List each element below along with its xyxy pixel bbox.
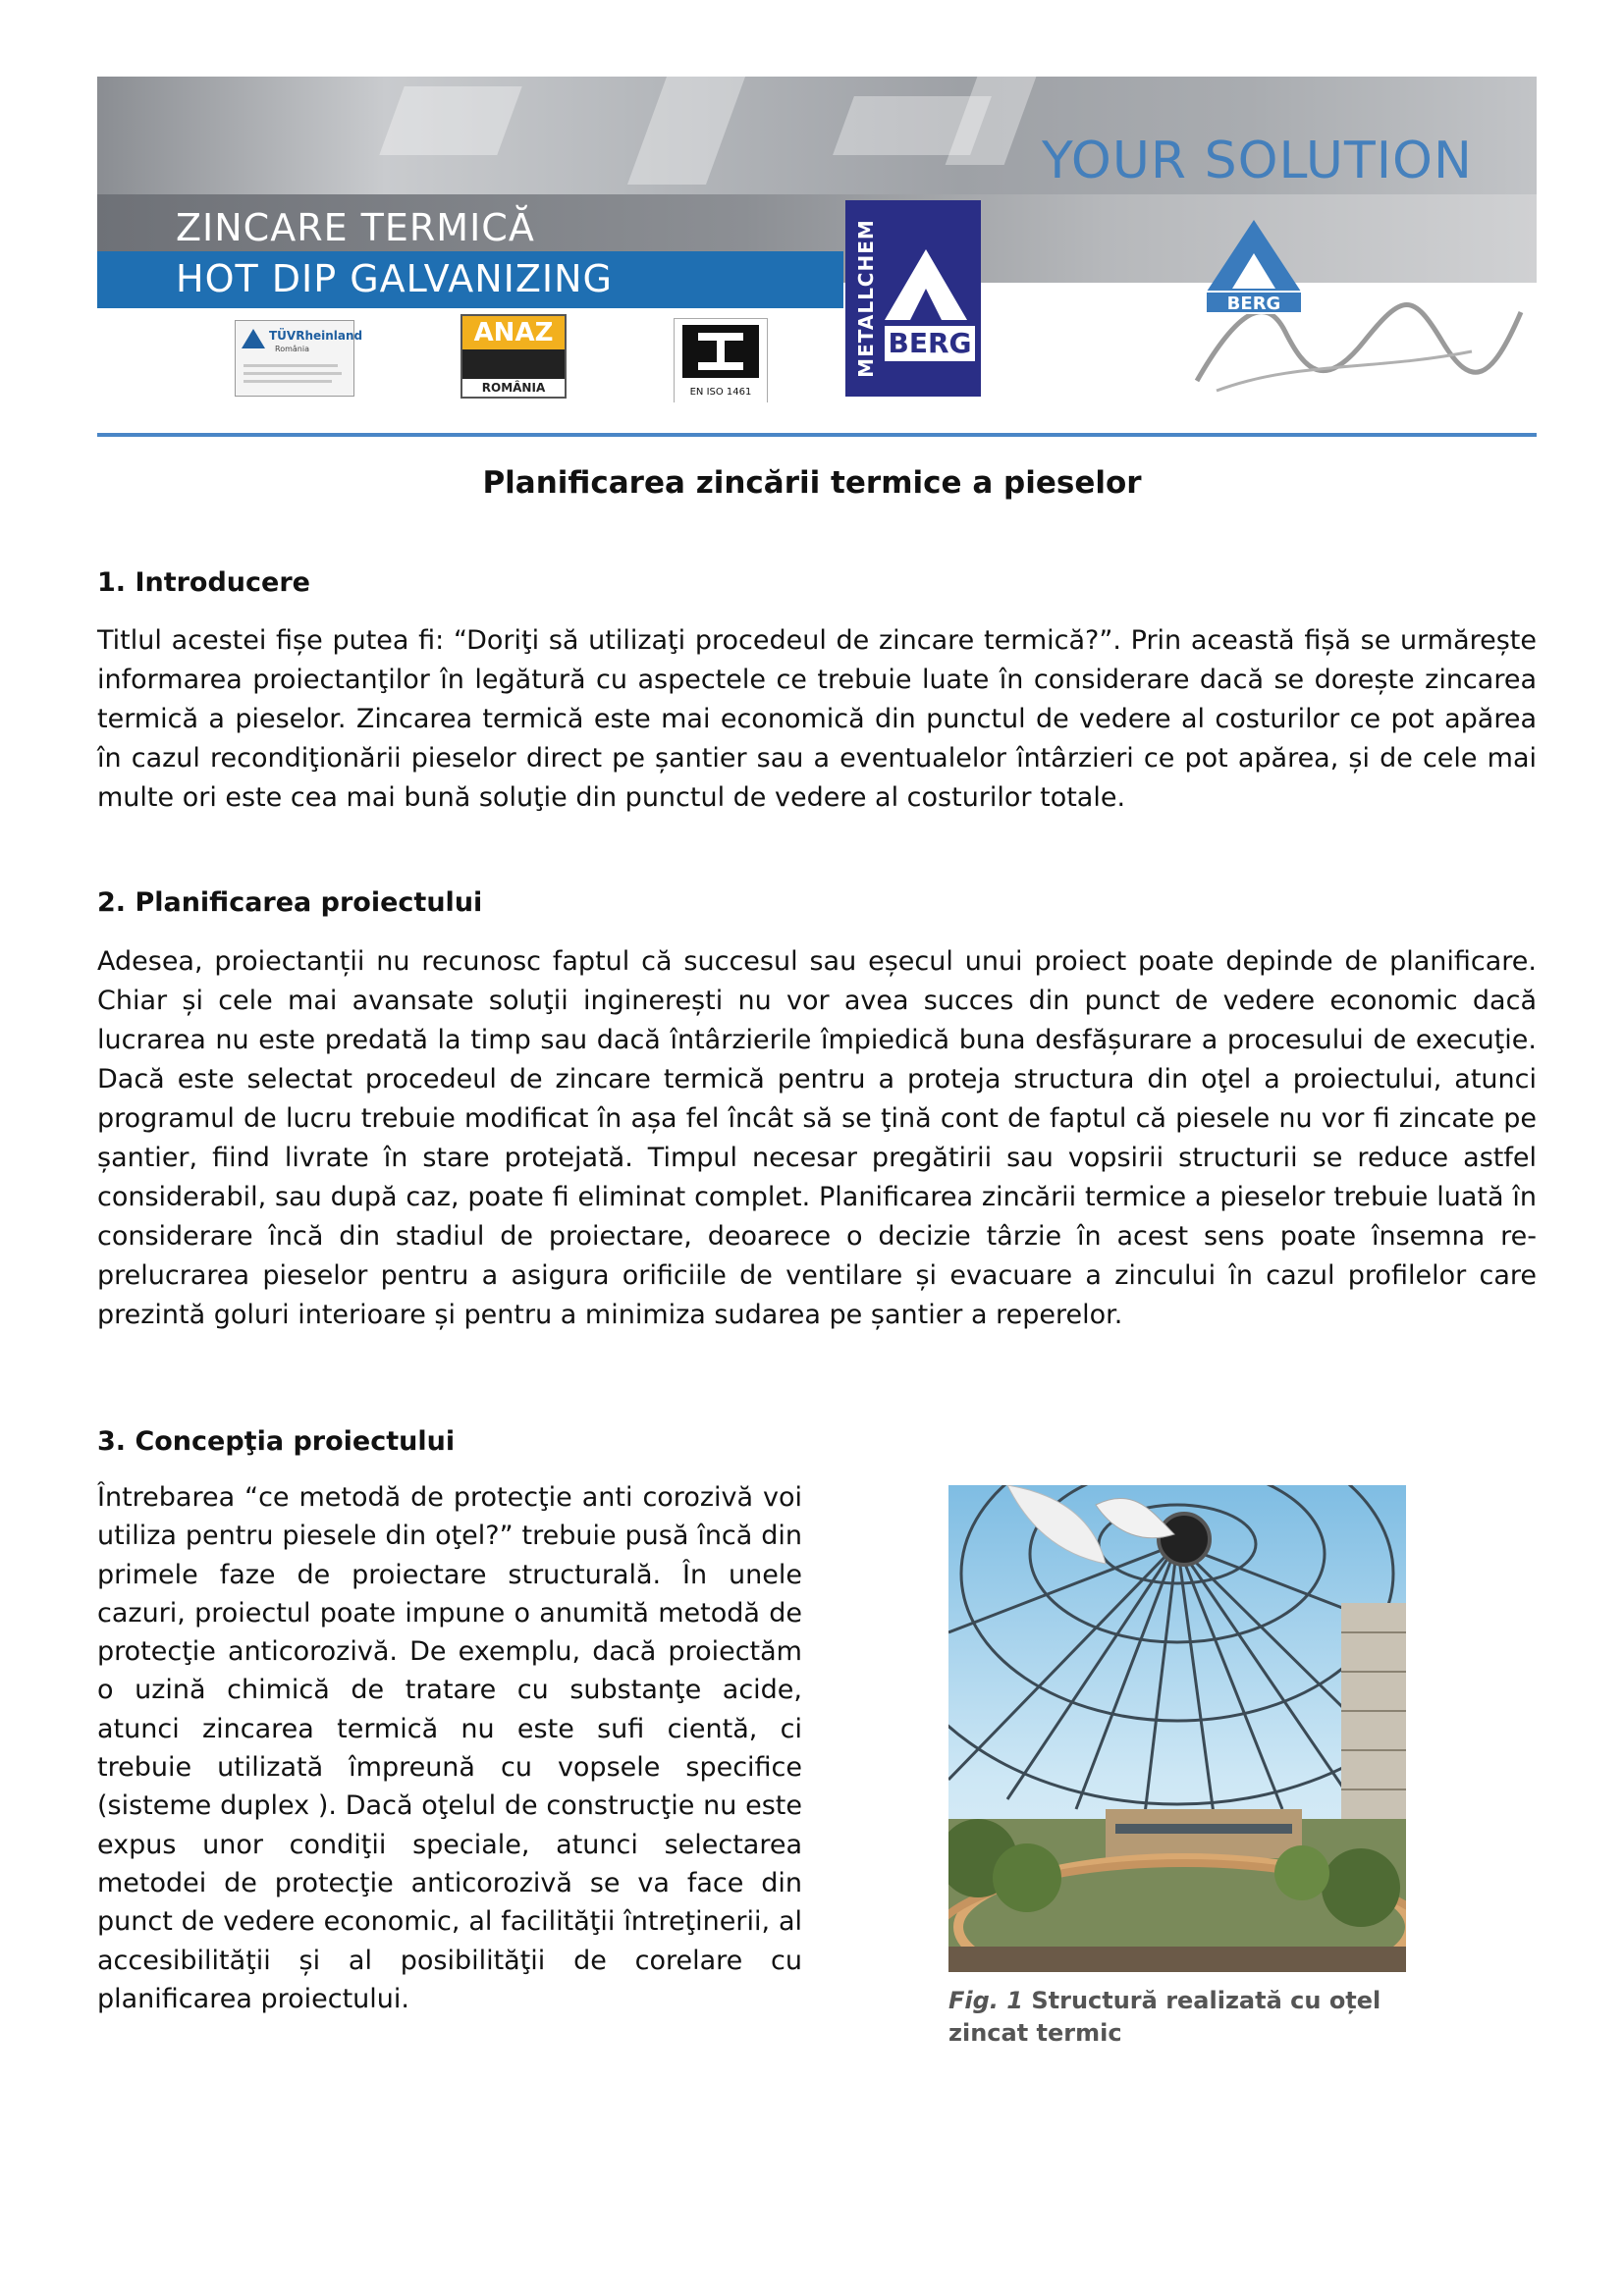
iso-logo: EN ISO 1461 bbox=[674, 318, 768, 402]
figure-glass-dome-photo bbox=[948, 1485, 1406, 1972]
section-body-3: Întrebarea “ce metodă de protecţie anti corozivă voi utiliza pentru piesele din oţel?” trebuie pusă încă din primele faze de proiectare structurală. În unele cazuri, proiectul poate impune o anumită metodă de protecţie anticorozivă. De exemplu, dacă proiectăm o uzină chimică de tratare cu substanţe acide, atunci zincarea termică nu este sufi cientă, ci trebuie utilizată împreună cu vopsele specifice (sisteme duplex ). Dacă oţelul de construcţie nu este expus unor condiţii speciale, atunci selectarea metodei de protecţie anticorozivă se va face din punct de vedere economic, al facilităţii întreţinerii, al accesibilităţii și al posibilităţii de corelare cu planificarea proiectului. bbox=[97, 1482, 802, 2014]
tuv-logo: TÜVRheinland România bbox=[235, 320, 354, 397]
figure-caption-text: Structură realizată cu oțel zincat termic bbox=[948, 1987, 1381, 2047]
metallchem-berg-logo: METALLCHEM BERG bbox=[845, 200, 981, 397]
glass-dome-illustration bbox=[948, 1485, 1406, 1972]
figure-caption bbox=[948, 1985, 1410, 2050]
banner-title-ro: ZINCARE TERMICĂ bbox=[176, 206, 535, 249]
section-heading-1: 1. Introducere bbox=[97, 567, 310, 598]
header-banner bbox=[97, 77, 1537, 402]
figure-label: Fig. 1 bbox=[948, 1987, 1023, 2014]
section-heading-3: 3. Concepţia proiectului bbox=[97, 1426, 456, 1457]
banner-title-en: HOT DIP GALVANIZING bbox=[176, 257, 613, 300]
anaz-logo: ANAZ ROMÂNIA bbox=[460, 314, 567, 399]
berg-logo: BERG bbox=[1205, 220, 1303, 314]
section-body-1: Titlul acestei fișe putea fi: “Doriţi să utilizaţi procedeul de zincare termică?”. Prin această fișă se urmărește informarea proiectanţilor în legătură cu aspectele ce trebuie luate în considerare dacă se dorește zincarea termică a pieselor. Zincarea termică este mai economică din punctul de vedere al costurilor ce pot apărea în cazul recondiţionării pieselor direct pe șantier sau a eventualelor întârzieri ce pot apărea, și de cele mai multe ori este cea mai bună soluţie din punctul de vedere al costurilor totale. bbox=[97, 625, 1537, 813]
page-title: Planificarea zincării termice a pieselor bbox=[482, 465, 1142, 501]
banner-slogan: YOUR SOLUTION bbox=[1042, 132, 1473, 190]
section-body-2: Adesea, proiectanții nu recunosc faptul că succesul sau eșecul unui proiect poate depinde de planificare. Chiar și cele mai avansate soluţii inginerești nu vor avea succes din punct de vedere economic dacă lucrarea nu este predată la timp sau dacă întârzierile împiedică buna desfășurare a procesului de execuţie. Dacă este selectat procedeul de zincare termică pentru a proteja structura din oţel a proiectului, atunci programul de lucru trebuie modificat în așa fel încât să se ţină cont de faptul că piesele nu vor fi zincate pe șantier, fiind livrate în stare protejată. Timpul necesar pregătirii sau vopsirii structurii se reduce astfel considerabil, sau după caz, poate fi eliminat complet. Planificarea zincării termice a pieselor trebuie luată în considerare încă din stadiul de proiectare, deoarece o decizie târzie în acest sens poate însemna re-prelucrarea pieselor pentru a asigura orificiile de ventilare și evacuare a zincului în cazul profilelor care prezintă goluri interioare și pentru a minimiza sudarea pe șantier a reperelor. bbox=[97, 946, 1537, 1330]
header-rule bbox=[97, 433, 1537, 437]
section-heading-2: 2. Planificarea proiectului bbox=[97, 887, 483, 918]
